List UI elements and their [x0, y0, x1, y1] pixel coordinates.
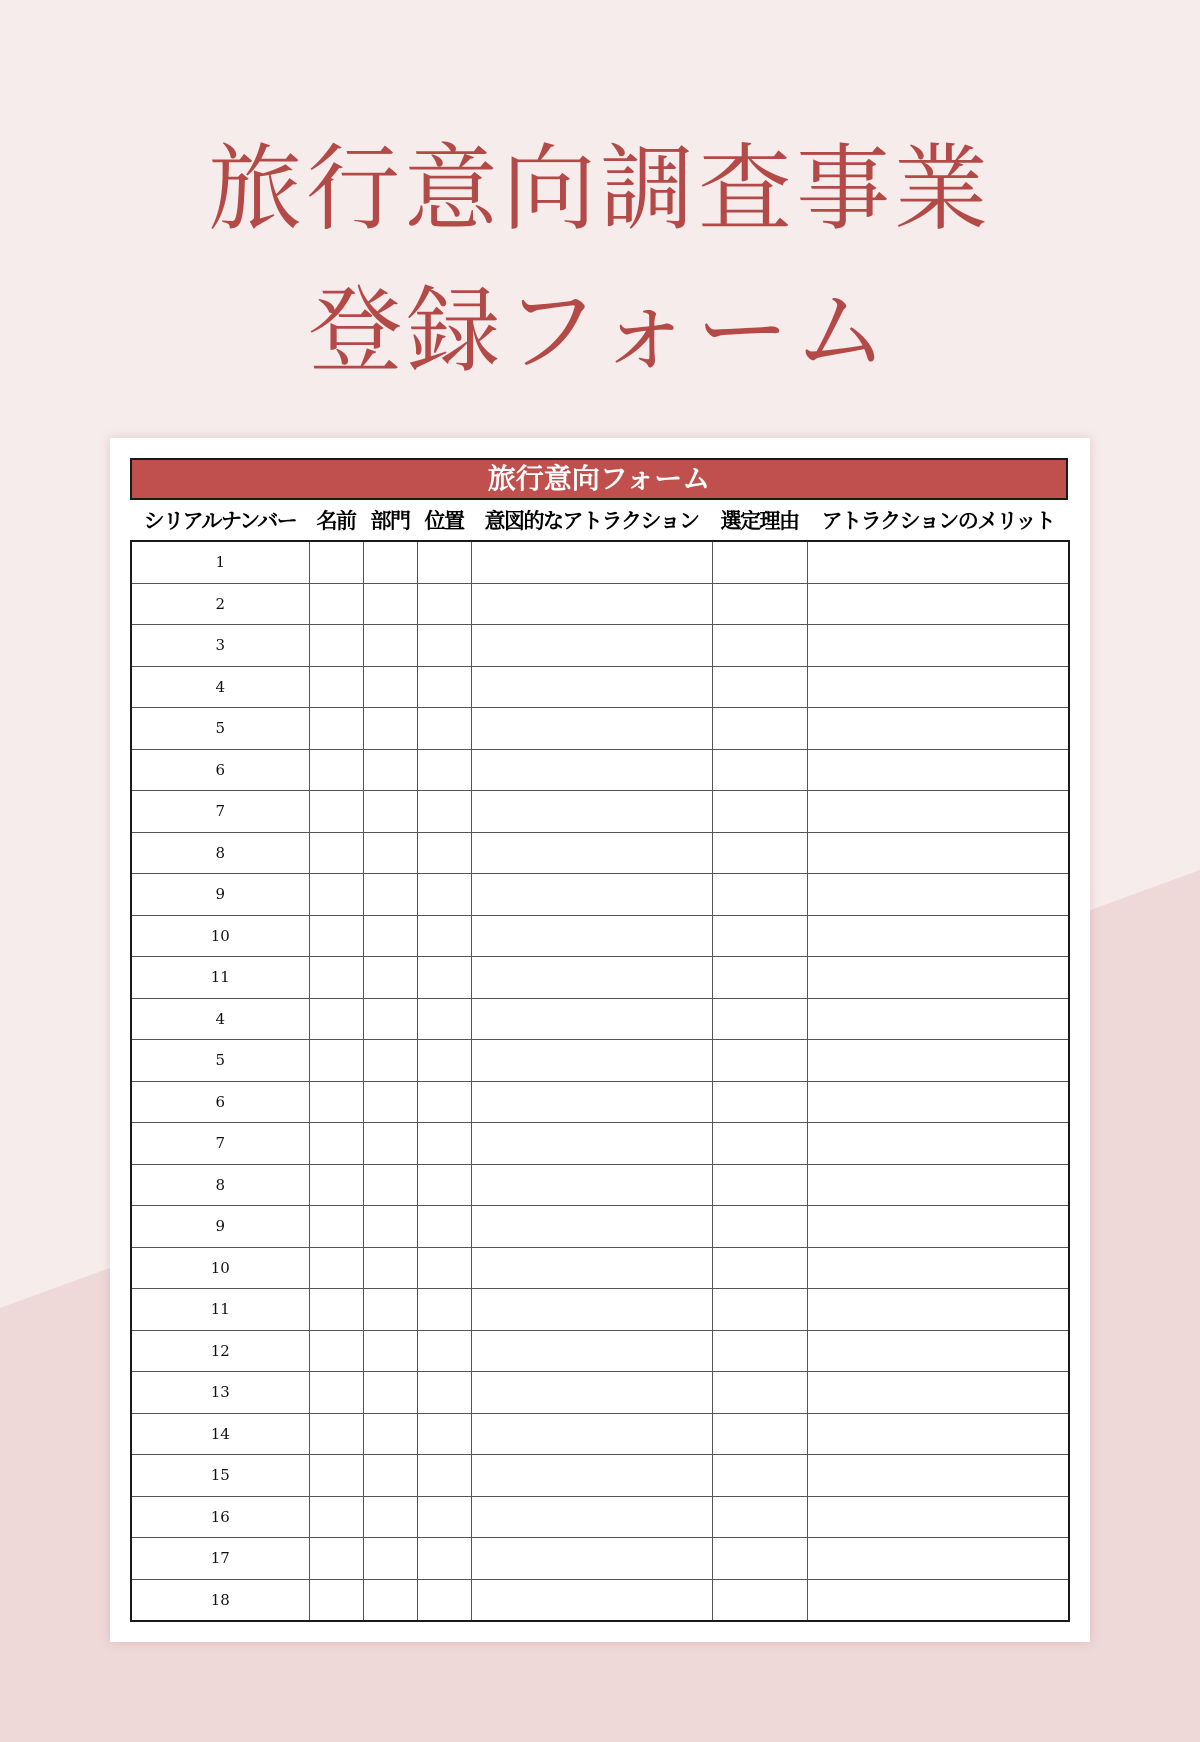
- column-header-department: 部門: [363, 500, 417, 541]
- cell-name[interactable]: [309, 1164, 363, 1206]
- cell-department[interactable]: [363, 1040, 417, 1082]
- cell-serial: 10: [131, 915, 309, 957]
- cell-merit[interactable]: [807, 998, 1069, 1040]
- cell-name[interactable]: [309, 625, 363, 667]
- cell-reason[interactable]: [712, 998, 807, 1040]
- cell-reason[interactable]: [712, 583, 807, 625]
- cell-reason[interactable]: [712, 1538, 807, 1580]
- cell-merit[interactable]: [807, 625, 1069, 667]
- cell-name[interactable]: [309, 1579, 363, 1621]
- cell-position[interactable]: [417, 1164, 471, 1206]
- table-row: [131, 1455, 1069, 1497]
- cell-name[interactable]: [309, 1455, 363, 1497]
- cell-position[interactable]: [417, 791, 471, 833]
- cell-reason[interactable]: [712, 1496, 807, 1538]
- form-header: 旅行意向フォーム: [130, 458, 1068, 500]
- cell-position[interactable]: [417, 625, 471, 667]
- cell-attraction[interactable]: [471, 1247, 712, 1289]
- cell-name[interactable]: [309, 1040, 363, 1082]
- cell-name[interactable]: [309, 1538, 363, 1580]
- cell-serial: 10: [131, 1247, 309, 1289]
- cell-position[interactable]: [417, 1496, 471, 1538]
- cell-department[interactable]: [363, 915, 417, 957]
- cell-name[interactable]: [309, 915, 363, 957]
- cell-merit[interactable]: [807, 1164, 1069, 1206]
- cell-department[interactable]: [363, 1289, 417, 1331]
- table-body: [131, 541, 1069, 1621]
- cell-department[interactable]: [363, 1164, 417, 1206]
- cell-attraction[interactable]: [471, 998, 712, 1040]
- cell-merit[interactable]: [807, 1081, 1069, 1123]
- cell-serial: 8: [131, 832, 309, 874]
- cell-attraction[interactable]: [471, 832, 712, 874]
- table-row: [131, 666, 1069, 708]
- cell-name[interactable]: [309, 1206, 363, 1248]
- cell-attraction[interactable]: [471, 625, 712, 667]
- column-header-reason: 選定理由: [712, 500, 807, 541]
- cell-reason[interactable]: [712, 1123, 807, 1165]
- cell-serial: 9: [131, 1206, 309, 1248]
- cell-attraction[interactable]: [471, 1040, 712, 1082]
- cell-department[interactable]: [363, 832, 417, 874]
- table-row: [131, 957, 1069, 999]
- cell-reason[interactable]: [712, 1040, 807, 1082]
- cell-position[interactable]: [417, 666, 471, 708]
- cell-department[interactable]: [363, 1330, 417, 1372]
- cell-serial: 6: [131, 1081, 309, 1123]
- cell-department[interactable]: [363, 998, 417, 1040]
- table-row: [131, 1289, 1069, 1331]
- table-row: [131, 749, 1069, 791]
- cell-position[interactable]: [417, 1455, 471, 1497]
- cell-serial: 11: [131, 957, 309, 999]
- cell-reason[interactable]: [712, 1206, 807, 1248]
- cell-merit[interactable]: [807, 957, 1069, 999]
- cell-attraction[interactable]: [471, 915, 712, 957]
- cell-department[interactable]: [363, 957, 417, 999]
- cell-department[interactable]: [363, 1538, 417, 1580]
- cell-merit[interactable]: [807, 1206, 1069, 1248]
- cell-department[interactable]: [363, 708, 417, 750]
- cell-serial: 2: [131, 583, 309, 625]
- table-row: [131, 1538, 1069, 1580]
- cell-position[interactable]: [417, 1413, 471, 1455]
- cell-reason[interactable]: [712, 1081, 807, 1123]
- cell-department[interactable]: [363, 1206, 417, 1248]
- cell-attraction[interactable]: [471, 1330, 712, 1372]
- cell-merit[interactable]: [807, 1538, 1069, 1580]
- form-sheet: [110, 438, 1090, 1642]
- cell-reason[interactable]: [712, 1455, 807, 1497]
- cell-position[interactable]: [417, 749, 471, 791]
- cell-name[interactable]: [309, 1413, 363, 1455]
- cell-serial: 4: [131, 998, 309, 1040]
- cell-serial: 14: [131, 1413, 309, 1455]
- cell-merit[interactable]: [807, 832, 1069, 874]
- table-row: [131, 625, 1069, 667]
- page-title-line-2: 登録フォーム: [308, 277, 892, 386]
- table-row: [131, 1040, 1069, 1082]
- cell-reason[interactable]: [712, 708, 807, 750]
- cell-department[interactable]: [363, 1413, 417, 1455]
- column-header-merit: アトラクションのメリット: [807, 500, 1069, 541]
- cell-reason[interactable]: [712, 625, 807, 667]
- cell-serial: 5: [131, 708, 309, 750]
- cell-reason[interactable]: [712, 749, 807, 791]
- cell-attraction[interactable]: [471, 957, 712, 999]
- cell-name[interactable]: [309, 1247, 363, 1289]
- cell-merit[interactable]: [807, 1579, 1069, 1621]
- table-row: [131, 583, 1069, 625]
- cell-reason[interactable]: [712, 1330, 807, 1372]
- registration-table: [130, 500, 1070, 1622]
- cell-reason[interactable]: [712, 1164, 807, 1206]
- cell-position[interactable]: [417, 832, 471, 874]
- cell-merit[interactable]: [807, 666, 1069, 708]
- cell-attraction[interactable]: [471, 583, 712, 625]
- table-row: [131, 1372, 1069, 1414]
- cell-position[interactable]: [417, 1247, 471, 1289]
- cell-merit[interactable]: [807, 541, 1069, 583]
- cell-merit[interactable]: [807, 1455, 1069, 1497]
- cell-reason[interactable]: [712, 1247, 807, 1289]
- table-row: [131, 1247, 1069, 1289]
- cell-attraction[interactable]: [471, 1164, 712, 1206]
- cell-position[interactable]: [417, 1289, 471, 1331]
- cell-department[interactable]: [363, 1579, 417, 1621]
- cell-merit[interactable]: [807, 1123, 1069, 1165]
- cell-reason[interactable]: [712, 915, 807, 957]
- table-row: [131, 1206, 1069, 1248]
- cell-reason[interactable]: [712, 832, 807, 874]
- cell-merit[interactable]: [807, 1040, 1069, 1082]
- cell-name[interactable]: [309, 998, 363, 1040]
- cell-reason[interactable]: [712, 666, 807, 708]
- cell-attraction[interactable]: [471, 541, 712, 583]
- cell-merit[interactable]: [807, 1413, 1069, 1455]
- table-row: [131, 1164, 1069, 1206]
- cell-serial: 7: [131, 791, 309, 833]
- cell-department[interactable]: [363, 791, 417, 833]
- cell-serial: 5: [131, 1040, 309, 1082]
- cell-attraction[interactable]: [471, 1455, 712, 1497]
- cell-attraction[interactable]: [471, 791, 712, 833]
- table-row: [131, 1496, 1069, 1538]
- cell-department[interactable]: [363, 666, 417, 708]
- cell-name[interactable]: [309, 957, 363, 999]
- cell-reason[interactable]: [712, 1579, 807, 1621]
- cell-serial: 4: [131, 666, 309, 708]
- cell-attraction[interactable]: [471, 708, 712, 750]
- cell-serial: 18: [131, 1579, 309, 1621]
- cell-name[interactable]: [309, 1289, 363, 1331]
- table-header-row: [131, 500, 1069, 541]
- cell-merit[interactable]: [807, 749, 1069, 791]
- cell-reason[interactable]: [712, 1289, 807, 1331]
- cell-attraction[interactable]: [471, 874, 712, 916]
- cell-serial: 13: [131, 1372, 309, 1414]
- cell-reason[interactable]: [712, 957, 807, 999]
- cell-attraction[interactable]: [471, 1081, 712, 1123]
- cell-attraction[interactable]: [471, 666, 712, 708]
- table-row: [131, 874, 1069, 916]
- cell-position[interactable]: [417, 1206, 471, 1248]
- cell-position[interactable]: [417, 1123, 471, 1165]
- cell-position[interactable]: [417, 957, 471, 999]
- column-header-position: 位置: [417, 500, 471, 541]
- cell-serial: 7: [131, 1123, 309, 1165]
- cell-position[interactable]: [417, 874, 471, 916]
- cell-name[interactable]: [309, 1081, 363, 1123]
- table-row: [131, 1123, 1069, 1165]
- cell-attraction[interactable]: [471, 1372, 712, 1414]
- cell-attraction[interactable]: [471, 1538, 712, 1580]
- cell-position[interactable]: [417, 708, 471, 750]
- column-header-serial: シリアルナンバー: [131, 500, 309, 541]
- cell-department[interactable]: [363, 1455, 417, 1497]
- cell-serial: 17: [131, 1538, 309, 1580]
- cell-name[interactable]: [309, 583, 363, 625]
- cell-merit[interactable]: [807, 1496, 1069, 1538]
- cell-serial: 16: [131, 1496, 309, 1538]
- cell-serial: 15: [131, 1455, 309, 1497]
- cell-merit[interactable]: [807, 1330, 1069, 1372]
- cell-position[interactable]: [417, 1081, 471, 1123]
- cell-reason[interactable]: [712, 791, 807, 833]
- cell-department[interactable]: [363, 874, 417, 916]
- cell-reason[interactable]: [712, 541, 807, 583]
- cell-name[interactable]: [309, 791, 363, 833]
- cell-name[interactable]: [309, 666, 363, 708]
- cell-attraction[interactable]: [471, 1496, 712, 1538]
- cell-department[interactable]: [363, 541, 417, 583]
- cell-department[interactable]: [363, 749, 417, 791]
- cell-name[interactable]: [309, 749, 363, 791]
- cell-name[interactable]: [309, 832, 363, 874]
- table-row: [131, 998, 1069, 1040]
- cell-position[interactable]: [417, 583, 471, 625]
- cell-serial: 6: [131, 749, 309, 791]
- cell-position[interactable]: [417, 915, 471, 957]
- table-row: [131, 1330, 1069, 1372]
- cell-merit[interactable]: [807, 583, 1069, 625]
- cell-attraction[interactable]: [471, 1206, 712, 1248]
- cell-serial: 8: [131, 1164, 309, 1206]
- cell-name[interactable]: [309, 708, 363, 750]
- cell-position[interactable]: [417, 541, 471, 583]
- cell-merit[interactable]: [807, 1372, 1069, 1414]
- cell-position[interactable]: [417, 1330, 471, 1372]
- page-title-line-1: 旅行意向調査事業: [207, 135, 992, 244]
- cell-merit[interactable]: [807, 708, 1069, 750]
- cell-department[interactable]: [363, 625, 417, 667]
- cell-department[interactable]: [363, 583, 417, 625]
- cell-position[interactable]: [417, 1579, 471, 1621]
- cell-name[interactable]: [309, 1372, 363, 1414]
- table-row: [131, 541, 1069, 583]
- cell-serial: 1: [131, 541, 309, 583]
- cell-position[interactable]: [417, 1372, 471, 1414]
- cell-reason[interactable]: [712, 874, 807, 916]
- cell-department[interactable]: [363, 1081, 417, 1123]
- cell-department[interactable]: [363, 1123, 417, 1165]
- cell-reason[interactable]: [712, 1372, 807, 1414]
- cell-department[interactable]: [363, 1496, 417, 1538]
- table-row: [131, 1081, 1069, 1123]
- column-header-attraction: 意図的なアトラクション: [471, 500, 712, 541]
- column-header-name: 名前: [309, 500, 363, 541]
- cell-serial: 11: [131, 1289, 309, 1331]
- table-row: [131, 915, 1069, 957]
- cell-merit[interactable]: [807, 915, 1069, 957]
- cell-attraction[interactable]: [471, 1123, 712, 1165]
- cell-position[interactable]: [417, 1040, 471, 1082]
- table-row: [131, 708, 1069, 750]
- cell-attraction[interactable]: [471, 1579, 712, 1621]
- cell-serial: 3: [131, 625, 309, 667]
- cell-merit[interactable]: [807, 791, 1069, 833]
- cell-name[interactable]: [309, 874, 363, 916]
- cell-name[interactable]: [309, 1330, 363, 1372]
- cell-reason[interactable]: [712, 1413, 807, 1455]
- cell-merit[interactable]: [807, 874, 1069, 916]
- cell-name[interactable]: [309, 1496, 363, 1538]
- table-row: [131, 832, 1069, 874]
- cell-department[interactable]: [363, 1372, 417, 1414]
- table-row: [131, 1413, 1069, 1455]
- cell-merit[interactable]: [807, 1289, 1069, 1331]
- cell-department[interactable]: [363, 1247, 417, 1289]
- table-row: [131, 791, 1069, 833]
- cell-name[interactable]: [309, 1123, 363, 1165]
- cell-serial: 12: [131, 1330, 309, 1372]
- cell-attraction[interactable]: [471, 1413, 712, 1455]
- table-row: [131, 1579, 1069, 1621]
- cell-name[interactable]: [309, 541, 363, 583]
- cell-position[interactable]: [417, 998, 471, 1040]
- cell-attraction[interactable]: [471, 749, 712, 791]
- cell-attraction[interactable]: [471, 1289, 712, 1331]
- cell-serial: 9: [131, 874, 309, 916]
- cell-position[interactable]: [417, 1538, 471, 1580]
- cell-merit[interactable]: [807, 1247, 1069, 1289]
